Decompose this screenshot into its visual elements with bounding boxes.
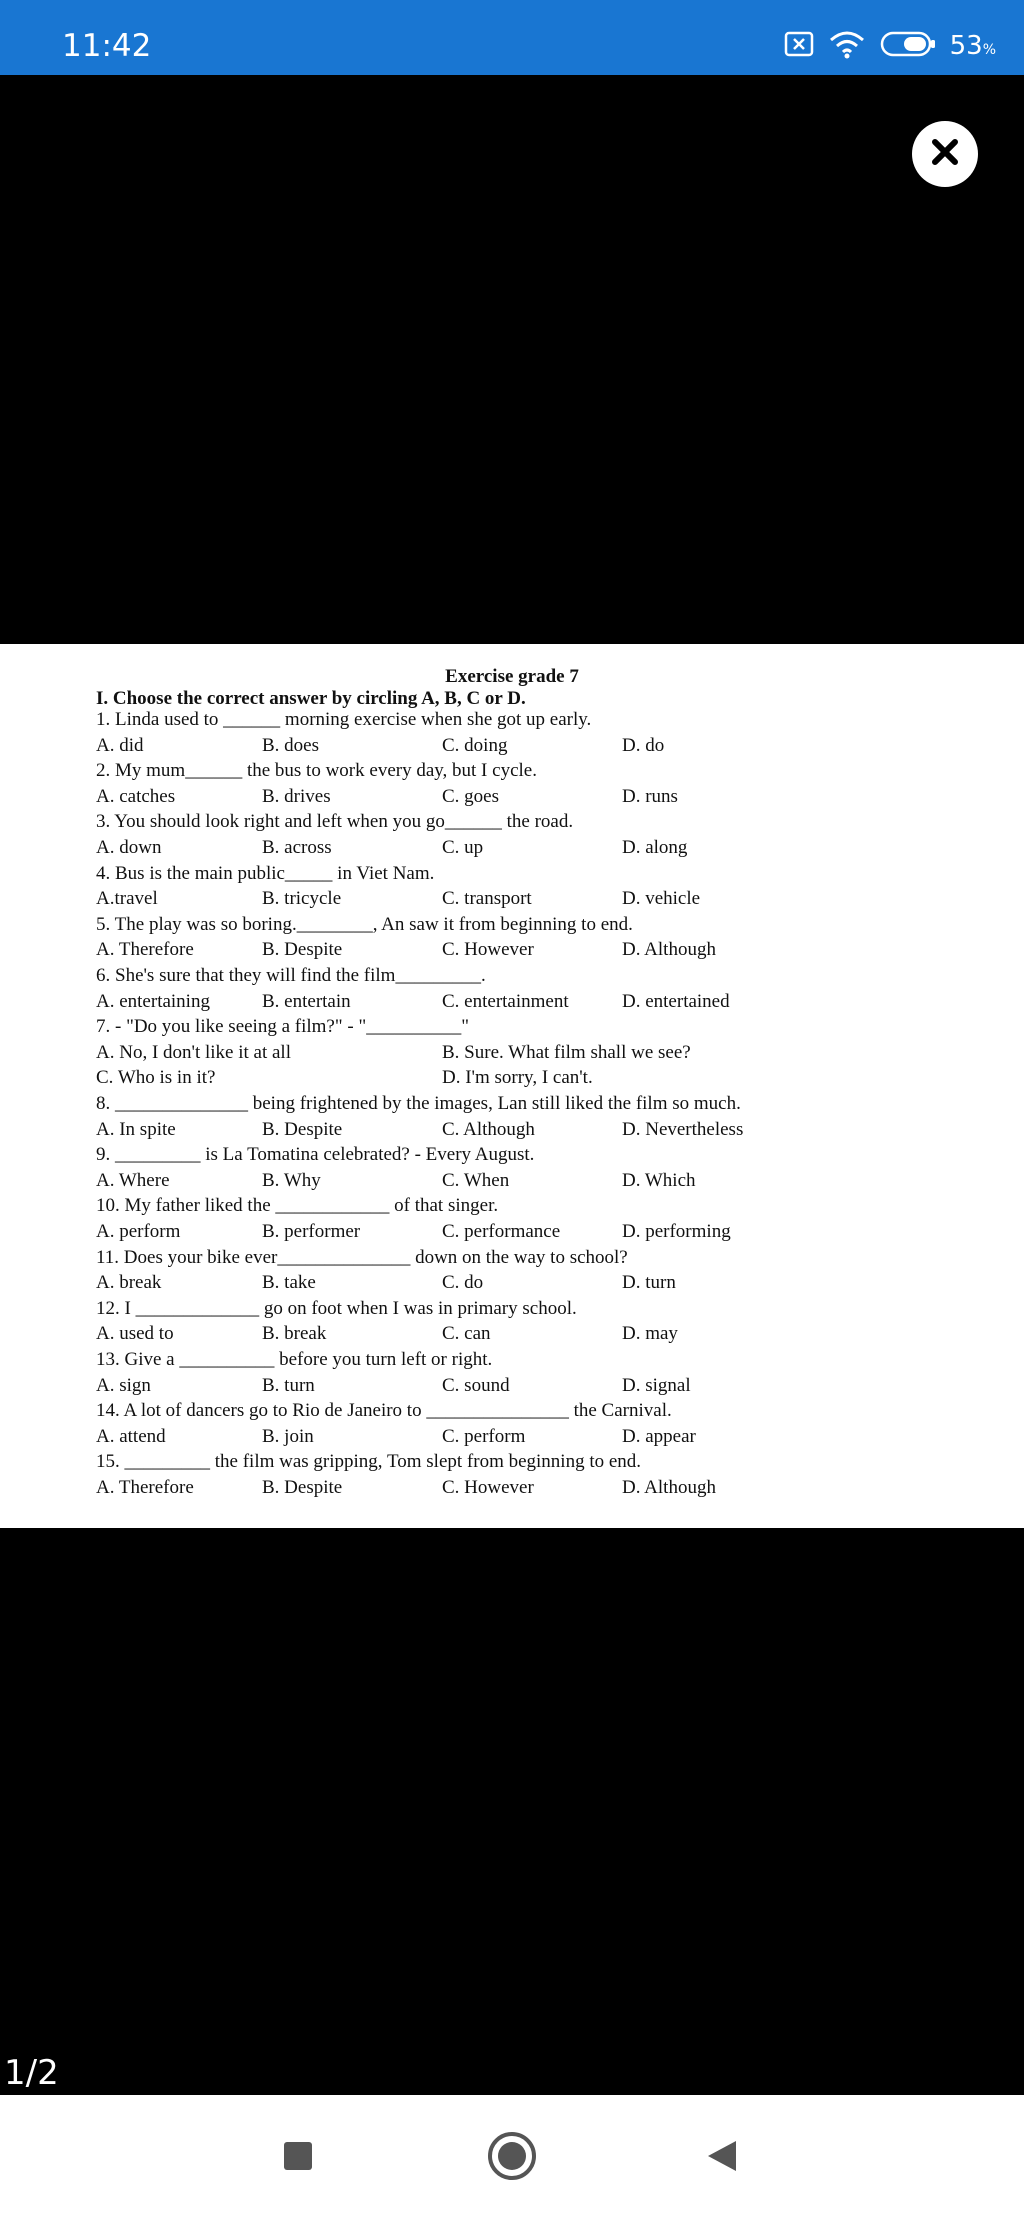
option-c: C. However (442, 939, 534, 961)
question-line (96, 1144, 996, 1169)
options-line (96, 1375, 996, 1400)
home-button[interactable] (482, 2128, 542, 2188)
option-c: C. up (442, 837, 484, 858)
home-circle-icon (486, 2130, 538, 2186)
question-text: 14. A lot of dancers go to Rio de Janeiro to _______________ the Carnival. (96, 1400, 672, 1422)
option-c: B. Sure. What film shall we see? (442, 1041, 691, 1063)
options-line (96, 1323, 996, 1348)
question-line (96, 1247, 996, 1272)
options-line (96, 991, 996, 1016)
question-text: 5. The play was so boring.________, An saw it from beginning to end. (96, 913, 633, 935)
options-line (96, 1221, 996, 1246)
question-line (96, 1298, 996, 1323)
sim-off-icon (784, 31, 814, 61)
option-b: B. does (262, 734, 319, 756)
option-a: A. sign (96, 1374, 151, 1396)
document-title: Exercise grade 7 (445, 666, 579, 687)
question-text: 4. Bus is the main public_____ in Viet Nam. (96, 862, 435, 884)
options-line (96, 786, 996, 811)
option-b: B. drives (262, 785, 331, 807)
option-b: B. break (262, 1323, 327, 1345)
option-d: D. turn (622, 1272, 676, 1294)
options-line (96, 1170, 996, 1195)
option-a: A. Therefore (96, 939, 194, 961)
option-c: C. Although (442, 1118, 535, 1140)
question-line (96, 1195, 996, 1220)
question-text: 2. My mum______ the bus to work every day, but I cycle. (96, 760, 537, 782)
status-time: 11:42 (62, 28, 152, 64)
option-c: C. transport (442, 888, 532, 910)
option-d: D. Although (622, 939, 716, 961)
option-c: C. perform (442, 1425, 526, 1447)
option-a: A. catches (96, 785, 176, 807)
recents-button[interactable] (268, 2128, 328, 2188)
option-a: A. attend (96, 1425, 166, 1447)
option-c: D. I'm sorry, I can't. (442, 1067, 593, 1089)
page-counter: 1/2 (4, 2053, 59, 2093)
option-a: A. did (96, 734, 144, 756)
option-d: D. performing (622, 1221, 731, 1242)
option-a: A. used to (96, 1323, 174, 1345)
option-a: A. perform (96, 1221, 181, 1242)
option-a: A. No, I don't like it at all (96, 1041, 291, 1063)
option-d: D. runs (622, 785, 678, 807)
question-line (96, 1349, 996, 1374)
question-line (96, 965, 996, 990)
option-d: D. may (622, 1323, 678, 1345)
back-button[interactable] (692, 2128, 752, 2188)
option-b: B. tricycle (262, 888, 342, 910)
option-b: B. Despite (262, 1477, 343, 1498)
option-c: C. can (442, 1323, 491, 1345)
close-icon (929, 136, 961, 172)
option-d: D. Which (622, 1169, 696, 1191)
option-a: A. Therefore (96, 1477, 194, 1498)
option-b: B. turn (262, 1374, 315, 1396)
section-heading: I. Choose the correct answer by circling A, B, C or D. (96, 688, 526, 709)
option-a: C. Who is in it? (96, 1067, 216, 1089)
options-line (96, 939, 996, 964)
option-a: A. down (96, 837, 162, 858)
option-d: D. along (622, 837, 688, 858)
battery-percent: 53% (949, 31, 996, 61)
option-c: C. However (442, 1477, 534, 1498)
option-b: B. join (262, 1425, 314, 1447)
battery-icon (880, 30, 936, 62)
question-text: 1. Linda used to ______ morning exercise when she got up early. (96, 709, 592, 730)
option-d: D. appear (622, 1425, 696, 1447)
option-d: D. signal (622, 1374, 691, 1396)
question-text: 15. _________ the film was gripping, Tom slept from beginning to end. (96, 1451, 642, 1473)
question-text: 12. I _____________ go on foot when I was in primary school. (96, 1297, 577, 1319)
question-line (96, 1451, 996, 1476)
question-text: 7. - "Do you like seeing a film?" - "__________" (96, 1016, 469, 1038)
options-line (96, 1042, 996, 1067)
option-c: C. performance (442, 1221, 561, 1242)
question-line (96, 914, 996, 939)
option-d: D. Although (622, 1477, 716, 1498)
option-d: D. vehicle (622, 888, 701, 910)
question-line (96, 709, 996, 734)
square-icon (282, 2140, 314, 2176)
question-text: 11. Does your bike ever______________ down on the way to school? (96, 1246, 628, 1268)
wifi-icon (828, 29, 866, 63)
back-triangle-icon (704, 2138, 740, 2178)
options-line (96, 1067, 996, 1092)
options-line (96, 1426, 996, 1451)
option-d: D. do (622, 734, 665, 756)
options-line (96, 1119, 996, 1144)
document-image (0, 644, 1024, 1528)
option-c: C. sound (442, 1374, 510, 1396)
status-icons (784, 28, 996, 64)
option-b: B. take (262, 1272, 316, 1294)
question-line (96, 1400, 996, 1425)
question-text: 9. _________ is La Tomatina celebrated? - Every August. (96, 1144, 535, 1166)
options-line (96, 1477, 996, 1502)
option-d: D. entertained (622, 990, 730, 1012)
question-text: 10. My father liked the ____________ of that singer. (96, 1195, 499, 1217)
question-text: 13. Give a __________ before you turn left or right. (96, 1349, 493, 1370)
option-d: D. Nevertheless (622, 1118, 744, 1140)
option-c: C. goes (442, 785, 499, 807)
question-line (96, 760, 996, 785)
question-text: 3. You should look right and left when you go______ the road. (96, 811, 574, 833)
options-line (96, 735, 996, 760)
close-button[interactable] (912, 121, 978, 187)
option-a: A. In spite (96, 1118, 176, 1140)
option-b: B. Why (262, 1169, 321, 1191)
question-text: 8. ______________ being frightened by the images, Lan still liked the film so much. (96, 1093, 741, 1114)
options-line (96, 837, 996, 862)
option-b: B. across (262, 837, 332, 858)
option-a: A. entertaining (96, 990, 210, 1012)
question-line (96, 811, 996, 836)
question-line (96, 1093, 996, 1118)
option-a: A. Where (96, 1169, 170, 1191)
option-b: B. performer (262, 1221, 361, 1242)
navigation-bar (0, 2095, 1024, 2217)
options-line (96, 888, 996, 913)
options-line (96, 1272, 996, 1297)
option-a: A. break (96, 1272, 162, 1294)
option-c: C. do (442, 1272, 484, 1294)
option-b: B. Despite (262, 1118, 343, 1140)
question-line (96, 1016, 996, 1041)
question-line (96, 863, 996, 888)
option-a: A.travel (96, 888, 158, 910)
option-c: C. entertainment (442, 990, 569, 1012)
option-b: B. entertain (262, 990, 351, 1012)
option-b: B. Despite (262, 939, 343, 961)
option-c: C. When (442, 1169, 510, 1191)
question-text: 6. She's sure that they will find the film_________. (96, 965, 486, 986)
option-c: C. doing (442, 734, 508, 756)
status-bar (0, 0, 1024, 75)
